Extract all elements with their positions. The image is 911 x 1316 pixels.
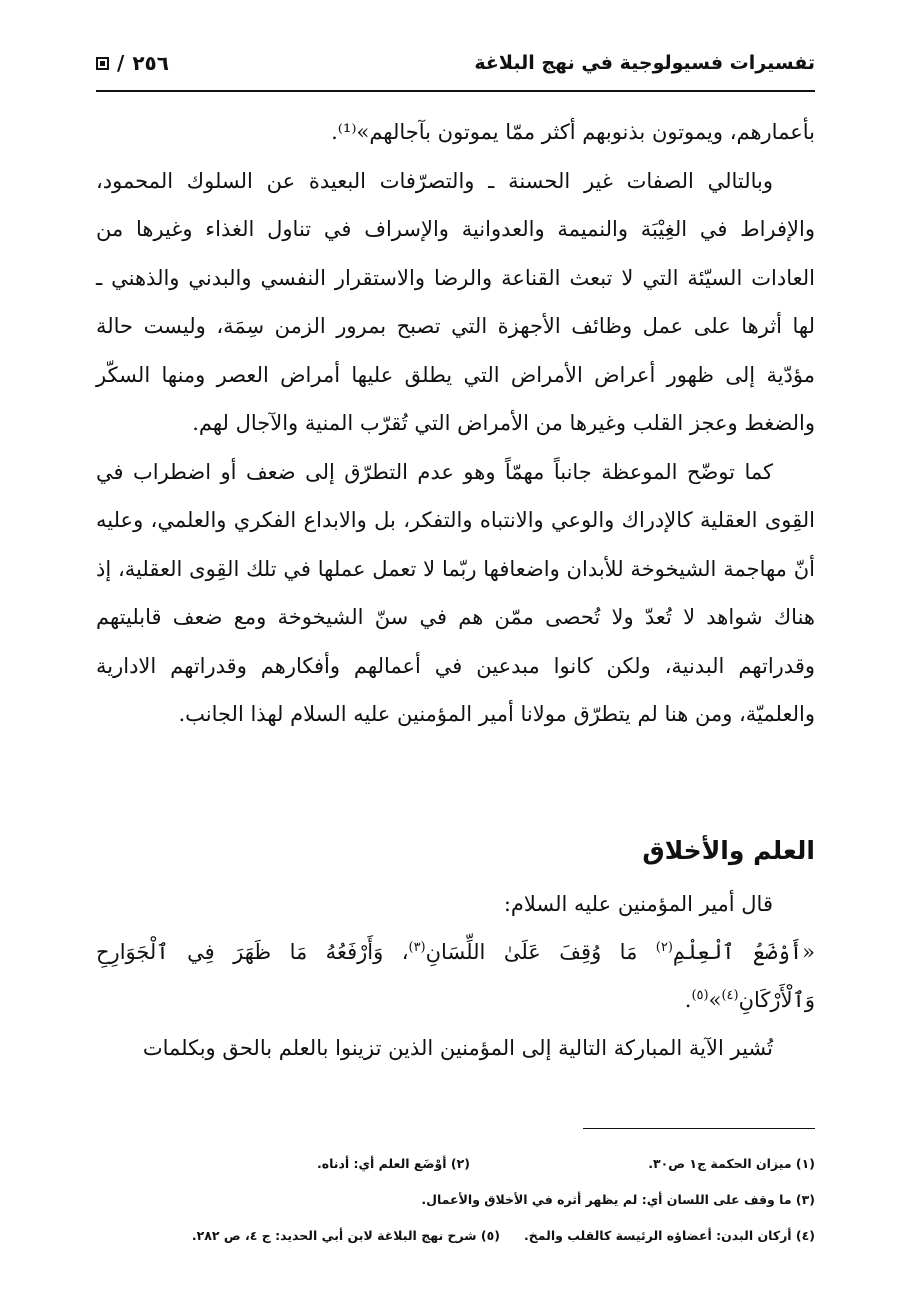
footnote-ref-2: (٢) — [655, 940, 673, 955]
quote-part-2: مَا وُقِفَ عَلَىٰ اللِّسَانِ — [425, 940, 656, 964]
quote-part-1: «أَوْضَعُ ٱلْعِلْمِ — [672, 940, 815, 964]
running-title: تفسيرات فسيولوجية في نهج البلاغة — [474, 52, 815, 74]
footnote-row-3 — [96, 1218, 815, 1254]
footnote-3: (٣) ما وقف على اللسان أي: لم يظهر أثره في الأخلاق والأعمال. — [421, 1192, 815, 1207]
footnote-ref-5: (٥) — [691, 988, 709, 1003]
body-text — [96, 108, 815, 739]
quote-intro: قال أمير المؤمنين عليه السلام: — [503, 892, 773, 916]
paragraph-continued: بأعمارهم، ويموتون بذنوبهم أكثر ممّا يموتون بآجالهم»⁽¹⁾. — [331, 120, 815, 144]
footnote-2: (٢) أوْضَع العلم أي: أدناه. — [316, 1156, 470, 1171]
page-separator: / — [117, 51, 125, 75]
footnote-ref-3: (٣) — [408, 940, 426, 955]
square-ornament-icon — [96, 57, 109, 70]
page-number-group — [96, 51, 169, 75]
quote-end: . — [684, 988, 692, 1012]
footnote-divider — [583, 1128, 815, 1129]
header-divider — [96, 90, 815, 92]
quote-block — [96, 880, 815, 1072]
quote-text — [96, 928, 815, 1024]
page-header — [96, 46, 815, 80]
quote-part-3: ، وَأَرْفَعُهُ مَا ظَهَرَ فِي ٱلْجَوَارِحِ وَٱلْأَرْكَانِ — [96, 940, 815, 1012]
paragraph-verse: تُشير الآية المباركة التالية إلى المؤمنين الذين تزينوا بالعلم بالحق وبكلمات — [142, 1036, 773, 1060]
footnote-row-2 — [96, 1182, 815, 1218]
paragraph-mind: كما توضّح الموعظة جانباً مهمّاً وهو عدم التطرّق إلى ضعف أو اضطراب في القِوى العقلية كالإدراك والوعي والانتباه والتفكر، بل والابداع الفكري والعلمي، وعليه أنّ مهاجمة الشيخوخة للأبدان واضعافها ربّما لا تعمل عملها في تلك القِوى العقلية، إذ هناك شواهد لا تُعدّ ولا تُحصى ممّن هم في سنّ الشيخوخة ومع ضعف قابليتهم وقدراتهم البدنية، ولكن كانوا مبدعين في أعمالهم وأفكارهم وقدراتهم الادارية والعلميّة، ومن هنا لم يتطرّق مولانا أمير المؤمنين عليه السلام لهذا الجانب. — [96, 459, 815, 726]
footnote-ref-4: (٤) — [721, 988, 739, 1003]
page-number: ٢٥٦ — [132, 51, 169, 75]
footnote-4: (٤) أركان البدن: أعضاؤه الرئيسة كالقلب والمخ. — [524, 1228, 815, 1243]
section-heading: العلم والأخلاق — [642, 836, 815, 865]
paragraph-habits: وبالتالي الصفات غير الحسنة ـ والتصرّفات البعيدة عن السلوك المحمود، والإفراط في الغِيْبَة والنميمة والعدوانية والإسراف في تناول الغذاء وغيرها من العادات السيّئة التي لا تبعث القناعة والرضا والاستقرار النفسي والبدني والذهني ـ لها أثرها على عمل وظائف الأجهزة التي تصبح بمرور الزمن سِمَة، وليست حالة مؤدّية إلى ظهور أعراض الأمراض التي يطلق عليها أمراض العصر ومنها السكّر والضغط وعجز القلب وغيرها من الأمراض التي تُقرّب المنية والآجال لهم. — [96, 168, 815, 435]
footnote-1: (١) ميزان الحكمة ج١ ص٣٠. — [648, 1156, 815, 1171]
footnote-row-1 — [96, 1146, 815, 1182]
footnotes — [96, 1146, 815, 1254]
quote-part-4: » — [708, 988, 722, 1012]
footnote-5: (٥) شرح نهج البلاغة لابن أبي الحديد: ج ٤، ص ٢٨٢. — [191, 1228, 501, 1243]
